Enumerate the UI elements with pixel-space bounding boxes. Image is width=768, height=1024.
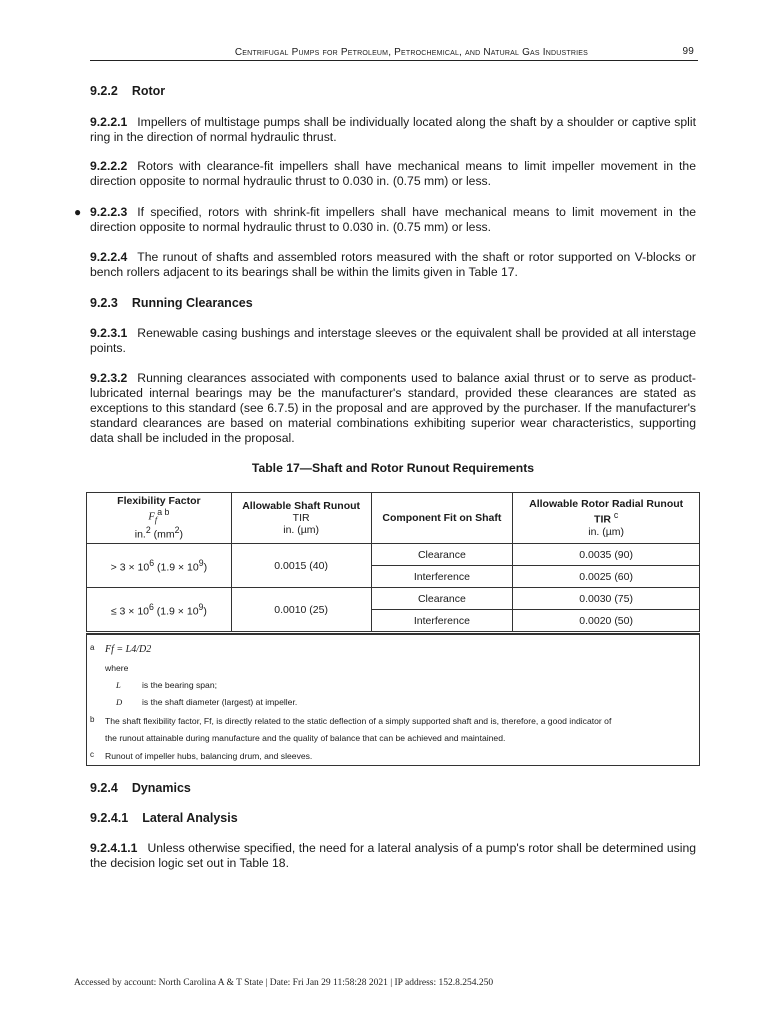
paragraph-number: 9.2.2.3 <box>90 205 128 219</box>
paragraph-text: Rotors with clearance-fit impellers shall have mechanical means to limit impeller movement in the direction opposite to normal hydraulic thrust to 0.030 in. (0.75 mm) or less. <box>90 159 696 188</box>
cell-flex-factor <box>87 588 232 632</box>
paragraph-number: 9.2.3.1 <box>90 326 128 340</box>
footnote-refs: a b <box>157 507 170 518</box>
runout-table <box>86 492 700 632</box>
header-text: Component Fit on Shaft <box>382 512 502 524</box>
exponent: 9 <box>198 601 204 612</box>
exponent: 6 <box>149 601 154 612</box>
section-number: 9.2.4 <box>90 781 118 795</box>
paragraph-text: Renewable casing bushings and interstage sleeves or the equivalent shall be provided at all interstage points. <box>90 326 696 355</box>
unit: in. (µm) <box>283 524 320 536</box>
paragraph <box>90 250 696 280</box>
paragraph-number: 9.2.3.2 <box>90 371 128 385</box>
paragraph <box>90 371 696 446</box>
note-text: where <box>105 663 129 673</box>
cell-flex-factor <box>87 544 232 588</box>
cell-rotor-runout: 0.0035 (90) <box>513 544 700 566</box>
paragraph-text: If specified, rotors with shrink-fit impellers shall have mechanical means to limit movement in the direction opposite to normal hydraulic thrust to 0.030 in. (0.75 mm) or less. <box>90 205 696 234</box>
cell-shaft-runout: 0.0015 (40) <box>231 544 371 588</box>
running-header <box>90 44 698 61</box>
symbol: F <box>148 511 155 523</box>
unit: ) <box>179 528 183 541</box>
cell-rotor-runout: 0.0020 (50) <box>513 610 700 632</box>
table-notes <box>86 633 700 766</box>
note-text: Runout of impeller hubs, balancing drum, and sleeves. <box>105 751 313 761</box>
cell-fit: Interference <box>371 566 513 588</box>
note-text: is the shaft diameter (largest) at impeller. <box>142 697 298 707</box>
cell-fit: Clearance <box>371 588 513 610</box>
header-text: Allowable Rotor Radial Runout <box>529 498 684 511</box>
paragraph-number: 9.2.4.1.1 <box>90 841 138 855</box>
section-heading-dynamics <box>90 781 696 796</box>
note-marker: a <box>90 643 95 652</box>
exponent: 6 <box>149 557 155 568</box>
value-text: (1.9 × 10 <box>154 561 199 574</box>
header-shaft-runout <box>231 493 371 544</box>
footnote-ref: c <box>613 510 619 521</box>
note-marker: b <box>90 715 95 724</box>
value-text: > 3 × 10 <box>110 561 150 574</box>
paragraph-text: Running clearances associated with components used to balance axial thrust or to serve as product-lubricated internal bearings may be the manufacturer's standard, provided these clearances are stated as exceptions to this standard (see 6.7.5) in the proposal and are approved by the purchaser. If the manufacturer's standard clearances are based on material combinations exhibiting superior wear characteristics, supporting data shall be included in the proposal. <box>90 371 696 445</box>
table-row <box>87 544 700 566</box>
header-text: Flexibility Factor <box>117 495 201 508</box>
value-text: ) <box>203 561 208 574</box>
table-header-row <box>87 493 700 544</box>
header-text: Allowable Shaft Runout <box>242 500 361 512</box>
section-number: 9.2.3 <box>90 296 118 310</box>
unit-exponent: 2 <box>174 525 180 536</box>
subscript: f <box>154 515 158 526</box>
unit-exponent: 2 <box>145 525 151 536</box>
unit: in. <box>134 528 146 541</box>
unit: in. (µm) <box>588 525 625 538</box>
paragraph-text: Impellers of multistage pumps shall be individually located along the shaft by a shoulder or captive split ring in the direction of normal hydraulic thrust. <box>90 115 696 144</box>
section-number: 9.2.4.1 <box>90 811 129 825</box>
paragraph-number: 9.2.2.1 <box>90 115 128 129</box>
paragraph <box>90 841 696 871</box>
cell-fit: Clearance <box>371 544 513 566</box>
note-text: The shaft flexibility factor, Ff, is directly related to the static deflection of a simply supported shaft and is, therefore, a good indicator of <box>105 716 612 726</box>
value-text: (1.9 × 10 <box>153 605 199 618</box>
exponent: 9 <box>198 557 204 568</box>
header-flexibility-factor <box>87 493 232 544</box>
paragraph-number: 9.2.2.2 <box>90 159 128 173</box>
section-title: Dynamics <box>131 781 191 795</box>
cell-shaft-runout: 0.0010 (25) <box>231 588 371 632</box>
header-component-fit <box>371 493 513 544</box>
flexibility-formula: Ff = L4/D2 <box>105 644 152 655</box>
value-text: ) <box>203 605 207 618</box>
section-heading-running-clearances <box>90 296 696 311</box>
paragraph-text: Unless otherwise specified, the need for a lateral analysis of a pump's rotor shall be determined using the decision logic set out in Table 18. <box>90 841 696 870</box>
table-row <box>87 588 700 610</box>
note-text: the runout attainable during manufacture and the quality of balance that can be achieved and maintained. <box>105 733 506 743</box>
header-sub: TIR <box>292 512 310 524</box>
section-heading-rotor <box>90 84 696 99</box>
paragraph-number: 9.2.2.4 <box>90 250 128 264</box>
section-title: Rotor <box>131 84 166 98</box>
paragraph <box>90 205 696 235</box>
page-number: 99 <box>682 46 694 57</box>
paragraph <box>90 326 696 356</box>
variable-symbol: D <box>116 697 123 707</box>
section-number: 9.2.2 <box>90 84 118 98</box>
header-rotor-runout <box>513 493 700 544</box>
header-sub: TIR <box>594 513 611 526</box>
paragraph <box>90 115 696 145</box>
access-footer: Accessed by account: North Carolina A & T State | Date: Fri Jan 29 11:58:28 2021 | IP address: 152.8.254.250 <box>74 978 494 988</box>
subsection-heading-lateral-analysis <box>90 811 696 826</box>
variable-symbol: L <box>116 680 121 690</box>
paragraph-text: The runout of shafts and assembled rotors measured with the shaft or rotor supported on V-blocks or bench rollers adjacent to its bearings shall be within the limits given in Table 17. <box>90 250 696 279</box>
note-marker: c <box>90 750 94 759</box>
cell-rotor-runout: 0.0025 (60) <box>513 566 700 588</box>
change-bullet-icon: ● <box>74 205 82 219</box>
header-title: Centrifugal Pumps for Petroleum, Petrochemical, and Natural Gas Industries <box>234 47 588 58</box>
value-text: ≤ 3 × 10 <box>110 605 149 618</box>
section-title: Lateral Analysis <box>142 811 238 825</box>
section-title: Running Clearances <box>131 296 253 310</box>
unit: (mm <box>150 528 175 541</box>
cell-fit: Interference <box>371 610 513 632</box>
note-text: is the bearing span; <box>142 680 218 690</box>
cell-rotor-runout: 0.0030 (75) <box>513 588 700 610</box>
table-caption: Table 17—Shaft and Rotor Runout Requirements <box>251 461 535 475</box>
paragraph <box>90 159 696 189</box>
